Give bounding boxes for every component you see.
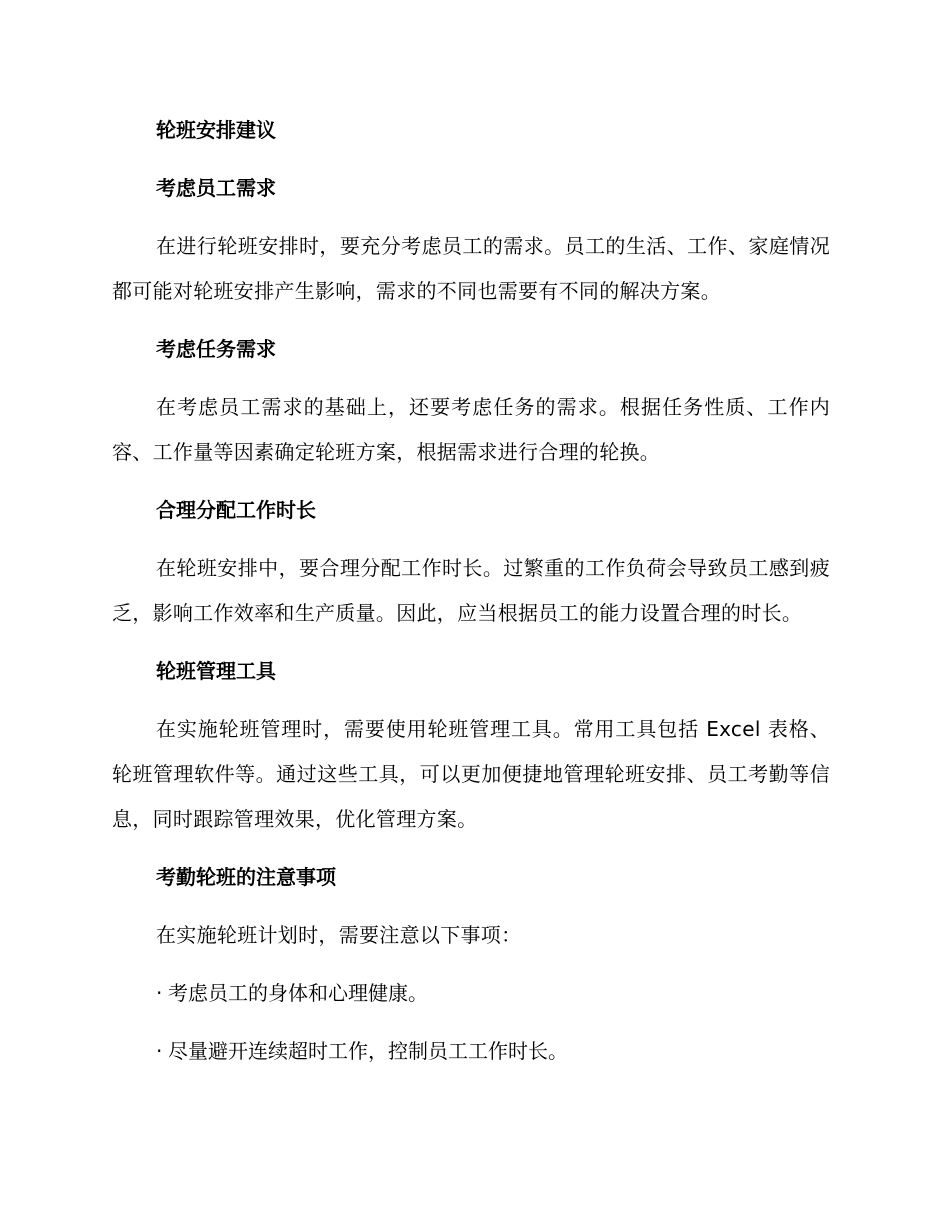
- section-heading-task-needs: 考虑任务需求: [156, 337, 276, 361]
- section-heading-management-tools: 轮班管理工具: [156, 659, 276, 683]
- section-heading-attendance-notes: 考勤轮班的注意事项: [156, 865, 336, 889]
- section-paragraph-attendance-notes: 在实施轮班计划时，需要注意以下事项：: [156, 923, 522, 947]
- document-title: 轮班安排建议: [156, 118, 276, 142]
- list-item-text: 考虑员工的身体和心理健康。: [168, 981, 428, 1005]
- list-item: [112, 971, 830, 1016]
- section-paragraph-task-needs: 在考虑员工需求的基础上，还要考虑任务的需求。根据任务性质、工作内容、工作量等因素确定轮班方案，根据需求进行合理的轮换。: [112, 395, 830, 464]
- bullet-marker: ·: [156, 1039, 163, 1063]
- section-paragraph-working-hours: 在轮班安排中，要合理分配工作时长。过繁重的工作负荷会导致员工感到疲乏，影响工作效率和生产质量。因此，应当根据员工的能力设置合理的时长。: [112, 556, 830, 625]
- section-heading-working-hours: 合理分配工作时长: [156, 498, 316, 522]
- list-item: [112, 1029, 830, 1074]
- bullet-marker: ·: [156, 981, 163, 1005]
- section-heading-employee-needs: 考虑员工需求: [156, 176, 276, 200]
- document-body: [112, 108, 830, 1087]
- list-item-text: 尽量避开连续超时工作，控制员工工作时长。: [168, 1039, 568, 1063]
- section-paragraph-employee-needs: 在进行轮班安排时，要充分考虑员工的需求。员工的生活、工作、家庭情况都可能对轮班安排产生影响，需求的不同也需要有不同的解决方案。: [112, 234, 830, 303]
- section-paragraph-management-tools: 在实施轮班管理时，需要使用轮班管理工具。常用工具包括 Excel 表格、轮班管理软件等。通过这些工具，可以更加便捷地管理轮班安排、员工考勤等信息，同时跟踪管理效果，优化管理方案。: [112, 717, 830, 831]
